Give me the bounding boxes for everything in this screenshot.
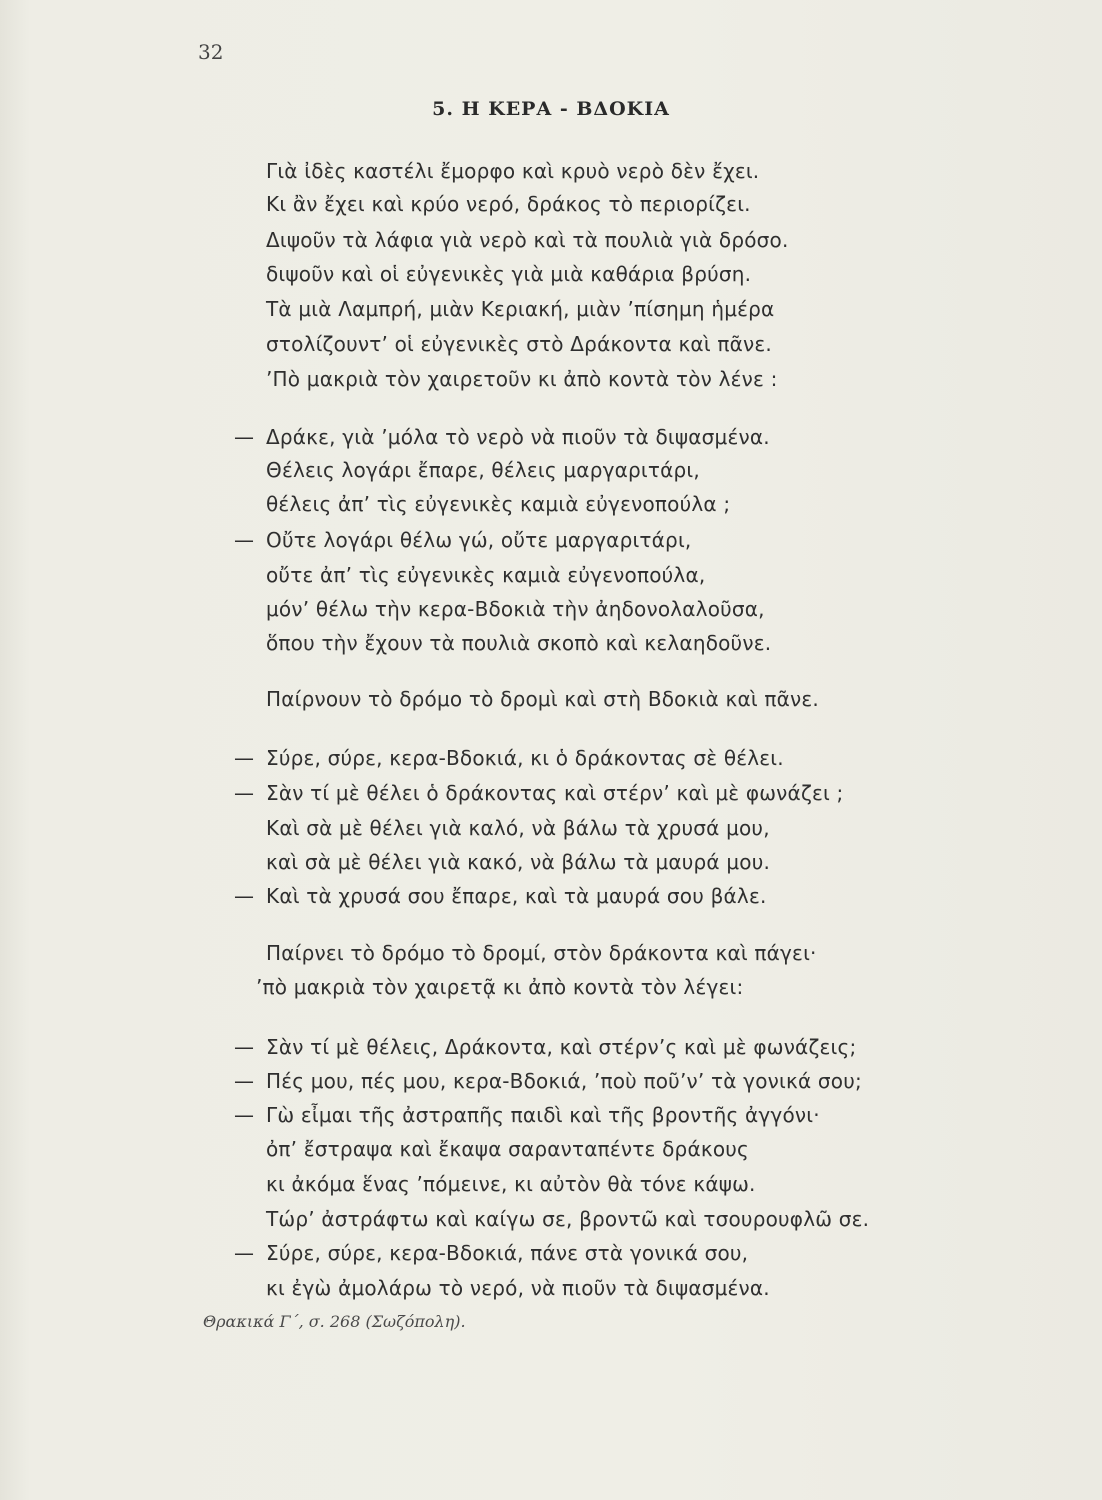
poem-line: Καὶ τὰ χρυσά σου ἔπαρε, καὶ τὰ μαυρά σου βάλε.	[266, 884, 767, 908]
poem-line: στολίζουντ’ οἱ εὐγενικὲς στὸ Δράκοντα καὶ πᾶνε.	[266, 332, 772, 356]
dialogue-dash: —	[234, 1241, 254, 1265]
poem-title: 5. Η ΚΕΡΑ - ΒΔΟΚΙΑ	[432, 98, 670, 120]
poem-line: καὶ σὰ μὲ θέλει γιὰ κακό, νὰ βάλω τὰ μαυρά μου.	[266, 850, 771, 874]
poem-line: Διψοῦν τὰ λάφια γιὰ νερὸ καὶ τὰ πουλιὰ γιὰ δρόσο.	[266, 228, 789, 252]
poem-line: Κι ἂν ἔχει καὶ κρύο νερό, δράκος τὸ περιορίζει.	[266, 192, 751, 216]
poem-line: θέλεις ἀπ’ τὶς εὐγενικὲς καμιὰ εὐγενοπούλα ;	[266, 492, 731, 516]
source-citation: Θρακικά Γ΄, σ. 268 (Σωζόπολη).	[203, 1312, 466, 1331]
dialogue-dash: —	[234, 425, 254, 449]
poem-line: κι ἐγὼ ἀμολάρω τὸ νερό, νὰ πιοῦν τὰ διψασμένα.	[266, 1276, 770, 1300]
poem-line: Παίρνει τὸ δρόμο τὸ δρομί, στὸν δράκοντα καὶ πάγει·	[266, 941, 817, 965]
dialogue-dash: —	[234, 781, 254, 805]
poem-line: Γὼ εἶμαι τῆς ἀστραπῆς παιδὶ καὶ τῆς βροντῆς ἀγγόνι·	[266, 1103, 820, 1127]
poem-line: ὀπ’ ἔστραψα καὶ ἔκαψα σαρανταπέντε δράκους	[266, 1137, 749, 1161]
poem-line: Θέλεις λογάρι ἔπαρε, θέλεις μαργαριτάρι,	[266, 458, 700, 482]
dialogue-dash: —	[234, 1035, 254, 1059]
poem-line: διψοῦν καὶ οἱ εὐγενικὲς γιὰ μιὰ καθάρια βρύση.	[266, 262, 752, 286]
dialogue-dash: —	[234, 746, 254, 770]
poem-line: Δράκε, γιὰ ’μόλα τὸ νερὸ νὰ πιοῦν τὰ διψασμένα.	[266, 425, 770, 449]
poem-line: ’πὸ μακριὰ τὸν χαιρετᾷ κι ἀπὸ κοντὰ τὸν λέγει:	[256, 975, 744, 999]
dialogue-dash: —	[234, 1103, 254, 1127]
dialogue-dash: —	[234, 528, 254, 552]
poem-line: Σύρε, σύρε, κερα-Βδοκιά, κι ὁ δράκοντας σὲ θέλει.	[266, 746, 784, 770]
poem-line: Πές μου, πές μου, κερα-Βδοκιά, ’ποὺ ποῦ’ν’ τὰ γονικά σου;	[266, 1069, 862, 1093]
poem-line: ὅπου τὴν ἔχουν τὰ πουλιὰ σκοπὸ καὶ κελαηδοῦνε.	[266, 631, 772, 655]
dialogue-dash: —	[234, 1069, 254, 1093]
poem-line: Παίρνουν τὸ δρόμο τὸ δρομὶ καὶ στὴ Βδοκιὰ καὶ πᾶνε.	[266, 687, 819, 711]
poem-line: Σὰν τί μὲ θέλει ὁ δράκοντας καὶ στέρν’ καὶ μὲ φωνάζει ;	[266, 781, 844, 805]
poem-line: οὔτε ἀπ’ τὶς εὐγενικὲς καμιὰ εὐγενοπούλα,	[266, 563, 706, 587]
poem-line: Σύρε, σύρε, κερα-Βδοκιά, πάνε στὰ γονικά σου,	[266, 1241, 749, 1265]
poem-line: Σὰν τί μὲ θέλεις, Δράκοντα, καὶ στέρν’ς καὶ μὲ φωνάζεις;	[266, 1035, 857, 1059]
poem-line: μόν’ θέλω τὴν κερα-Βδοκιὰ τὴν ἀηδονολαλοῦσα,	[266, 597, 765, 621]
poem-line: Τὰ μιὰ Λαμπρή, μιὰν Κεριακή, μιὰν ’πίσημη ἡμέρα	[266, 297, 775, 321]
poem-line: Γιὰ ἰδὲς καστέλι ἔμορφο καὶ κρυὸ νερὸ δὲν ἔχει.	[266, 159, 760, 183]
poem-line: κι ἀκόμα ἕνας ’πόμεινε, κι αὐτὸν θὰ τόνε κάψω.	[266, 1172, 756, 1196]
poem-line: ’Πὸ μακριὰ τὸν χαιρετοῦν κι ἀπὸ κοντὰ τὸν λένε :	[266, 367, 778, 391]
page-number: 32	[198, 40, 224, 64]
poem-line: Τώρ’ ἀστράφτω καὶ καίγω σε, βροντῶ καὶ τσουρουφλῶ σε.	[266, 1207, 870, 1231]
dialogue-dash: —	[234, 884, 254, 908]
poem-line: Οὔτε λογάρι θέλω γώ, οὔτε μαργαριτάρι,	[266, 528, 692, 552]
poem-line: Καὶ σὰ μὲ θέλει γιὰ καλό, νὰ βάλω τὰ χρυσά μου,	[266, 816, 770, 840]
